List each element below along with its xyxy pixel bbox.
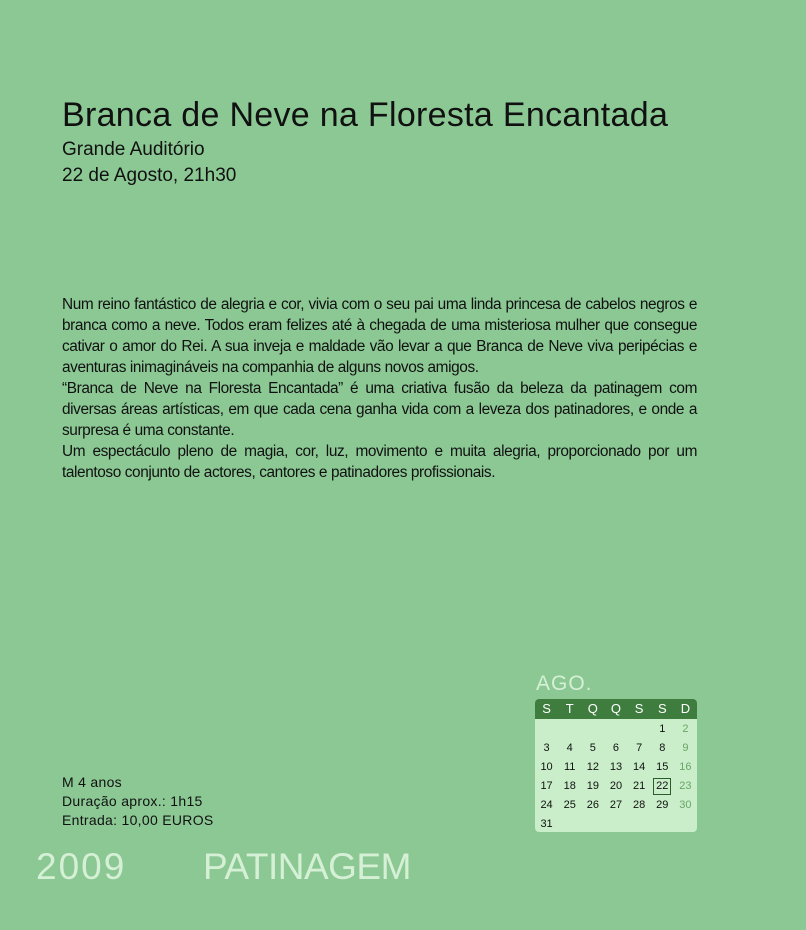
calendar-day [674, 815, 697, 832]
calendar-day [535, 720, 558, 739]
calendar-day: 14 [633, 761, 646, 773]
calendar-day [628, 720, 651, 739]
calendar-day [581, 815, 604, 832]
duration: Duração aprox.: 1h15 [62, 793, 203, 809]
calendar-day: 15 [656, 761, 669, 773]
description-paragraph: Um espectáculo pleno de magia, cor, luz, movimento e muita alegria, proporcionado por um talentoso conjunto de actores, cantores e patinadores profissionais. [62, 443, 697, 481]
calendar-weekday: Q [587, 701, 598, 716]
event-datetime: 22 de Agosto, 21h30 [62, 165, 237, 186]
calendar-day: 29 [656, 799, 669, 811]
calendar-day: 9 [682, 742, 689, 754]
calendar-day-highlighted [651, 777, 674, 796]
calendar-month: AGO. [536, 672, 593, 695]
calendar [535, 699, 697, 832]
calendar-day: 19 [586, 780, 599, 792]
calendar-day: 4 [566, 742, 573, 754]
calendar-day: 5 [589, 742, 596, 754]
calendar-weekday: D [680, 701, 691, 716]
age-rating: M 4 anos [62, 774, 122, 790]
calendar-day: 25 [563, 799, 576, 811]
calendar-day: 16 [679, 761, 692, 773]
event-venue: Grande Auditório [62, 139, 205, 160]
event-info [62, 773, 214, 830]
calendar-day: 10 [540, 761, 553, 773]
calendar-day [628, 815, 651, 832]
calendar-day: 13 [609, 761, 623, 773]
calendar-day-label: 22 [653, 778, 671, 795]
calendar-day: 12 [586, 761, 599, 773]
calendar-day: 17 [540, 780, 553, 792]
description-paragraph: Num reino fantástico de alegria e cor, vivia com o seu pai uma linda princesa de cabelos negros e branca como a neve. Todos eram felizes até à chegada de uma misteriosa mulher que consegue cativar o amor do Rei. A sua inveja e maldade vão levar a que Branca de Neve viva peripécias e aventuras inimagináveis na companhia de alguns novos amigos. [62, 296, 697, 376]
calendar-day [651, 815, 674, 832]
calendar-day [604, 720, 627, 739]
calendar-weekday: T [565, 701, 574, 716]
calendar-day: 27 [609, 799, 623, 811]
calendar-day: 11 [564, 761, 576, 773]
calendar-day: 1 [659, 723, 666, 735]
calendar-day: 6 [612, 742, 620, 754]
calendar-day [558, 720, 581, 739]
calendar-weekday-header [535, 699, 697, 719]
calendar-day: 18 [563, 780, 576, 792]
calendar-weekday: S [542, 701, 551, 716]
calendar-day: 2 [682, 723, 689, 735]
calendar-day: 24 [540, 799, 553, 811]
calendar-weekday: Q [610, 701, 622, 716]
event-title: Branca de Neve na Floresta Encantada [62, 96, 669, 134]
ticket-price: Entrada: 10,00 EUROS [62, 812, 214, 828]
calendar-day: 30 [679, 799, 692, 811]
calendar-day: 26 [586, 799, 599, 811]
calendar-day [604, 815, 627, 832]
calendar-day: 31 [540, 818, 553, 830]
calendar-day: 28 [633, 799, 646, 811]
calendar-day: 8 [659, 742, 666, 754]
calendar-day: 7 [636, 742, 643, 754]
description-paragraph: “Branca de Neve na Floresta Encantada” é uma criativa fusão da beleza da patinagem com diversas áreas artísticas, em que cada cena ganha vida com a leveza dos patinadores, e onde a surpresa é uma constante. [62, 380, 697, 439]
footer-year: 2009 [36, 846, 127, 887]
calendar-weekday: S [634, 701, 644, 716]
footer-category: PATINAGEM [203, 846, 411, 887]
calendar-day: 20 [609, 780, 623, 792]
calendar-weekday: S [657, 701, 667, 716]
calendar-day: 23 [679, 780, 692, 792]
calendar-day [581, 720, 604, 739]
calendar-days [535, 719, 697, 832]
calendar-day: 3 [543, 742, 550, 754]
calendar-day: 21 [633, 780, 646, 792]
event-description [62, 294, 697, 483]
calendar-day [558, 815, 581, 832]
